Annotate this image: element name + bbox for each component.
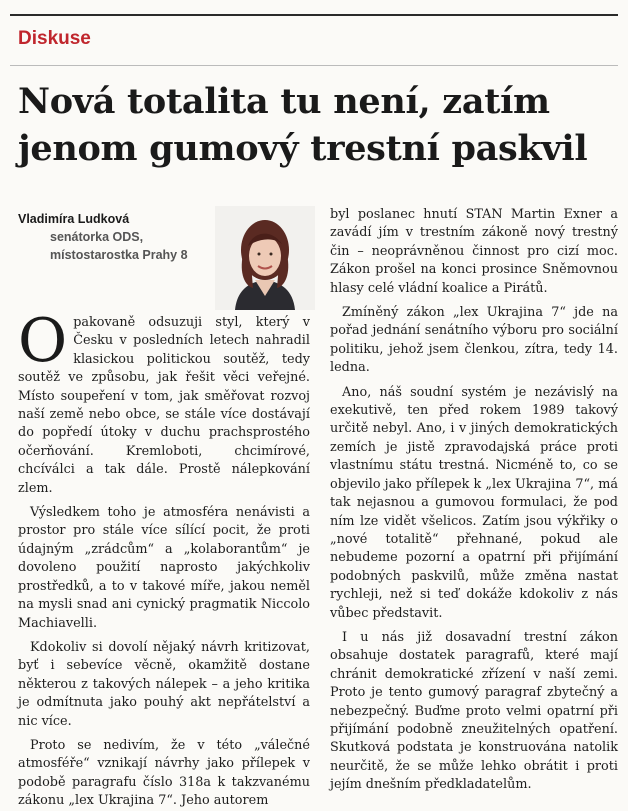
section-divider xyxy=(10,65,618,66)
section-label: Diskuse xyxy=(18,28,91,49)
paragraph xyxy=(18,306,310,498)
paragraph: I u nás již dosavadní trestní zákon obsahuje dostatek paragrafů, které mají chránit demokratické zřízení v naší zemi. Proto je tento gumový paragraf zbytečný a nebezpečný. Buďme proto velmi opatrní při přijímání podobně zneužitelných opatření. Skutková podstata je konstruována natolik neurčitě, že se může lehko obrátit i proti jejím dnešním předkladatelům. xyxy=(330,629,618,793)
headline: Nová totalita tu není, zatím jenom gumový trestní paskvil xyxy=(18,81,588,169)
paragraph-text: pakovaně odsuzuji styl, který v Česku v posledních letech nahradil klasickou politickou soutěž, tedy soutěž ve způsobu, jak řešit věci veřejné. Místo soupeření v tom, jak směřovat rozvoj naší země nebo obce, se stále více dostávají do popředí útoky v duchu prachsprostého očerňování. Kremloboti, chcimírové, chcíválci a tak dále. Prostě nálepkování zlem. xyxy=(18,315,310,496)
author-role-2: místostarostka Prahy 8 xyxy=(50,248,188,262)
paragraph: Proto se nedivím, že v této „válečné atmosféře“ vznikají návrhy jako přílepek v podobě paragrafu číslo 318a k takzvanému zákonu „lex Ukrajina 7“. Jeho autorem xyxy=(18,737,310,809)
paragraph: Zmíněný zákon „lex Ukrajina 7“ jde na pořad jednání senátního výboru pro sociální politiku, jehož jsem členkou, zítra, tedy 14. ledna. xyxy=(330,305,618,376)
paragraph-continued: byl poslanec hnutí STAN Martin Exner a zavádí jím v trestním zákoně nový trestný čin – neoprávněnou činnost pro cizí moc. Zákon prošel na konci prosince Sněmovnou hlasy celé vládní koalice a Pirátů. xyxy=(330,207,618,296)
article-clipping xyxy=(10,14,618,809)
author-name: Vladimíra Ludková xyxy=(18,212,130,226)
text-column-1 xyxy=(18,306,310,809)
text-column-2 xyxy=(330,206,618,796)
top-rule xyxy=(10,14,618,16)
author-portrait xyxy=(215,206,315,310)
author-block xyxy=(18,210,218,264)
paragraph: Ano, náš soudní systém je nezávislý na exekutivě, ten před rokem 1989 takový určitě nebyl. Ano, i v jiných demokratických zemích je jistě zpravodajská práce proti vlastnímu státu trestná. Nicméně to, co se objevilo jako přílepek k „lex Ukrajina 7“, má tak nejasnou a gumovou formulaci, že pod ním lze vidět všelicos. Zatím jsou výkřiky o „nové totalitě“ přehnané, pokud ale nebudeme pozorní a opatrní při přijímání podobných paskvilů, může změna nastat rychleji, než si teď dokáže kdokoliv z nás vůbec představit. xyxy=(330,384,618,621)
drop-cap: O xyxy=(18,306,68,376)
author-role: senátorka ODS, xyxy=(50,230,144,244)
paragraph: Kdokoliv si dovolí nějaký návrh kritizovat, byť i sebevíce věcně, okamžitě dostane některou z takových nálepek – a jeho kritika je odmítnuta jako pouhý akt nepřátelství a nic více. xyxy=(18,639,310,729)
paragraph: Výsledkem toho je atmosféra nenávisti a prostor pro stále více sílící pocit, že proti údajným „zrádcům“ a „kolaborantům“ je dovoleno použití naprosto jakýchkoliv prostředků, a to v takové míře, jakou neměl na mysli snad ani cynický pragmatik Niccolo Machiavelli. xyxy=(18,505,310,631)
